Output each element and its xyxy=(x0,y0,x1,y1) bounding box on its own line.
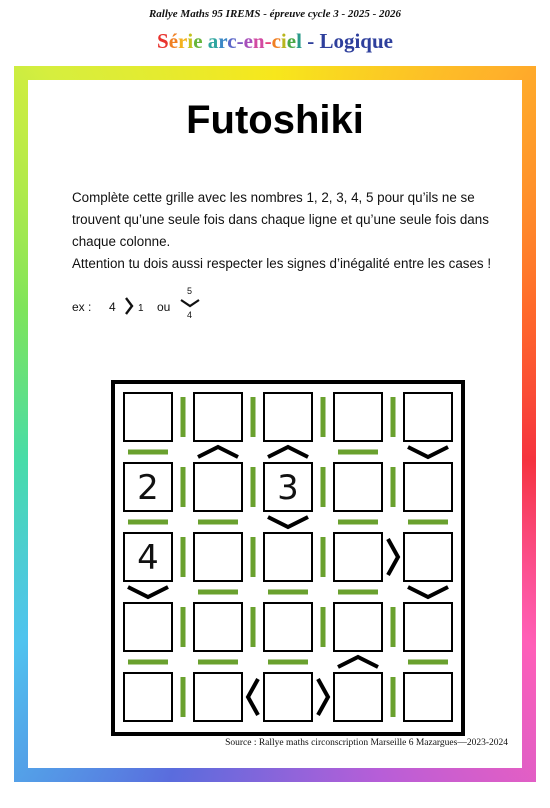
series-title-segment: c xyxy=(227,29,237,53)
example-right-number: 1 xyxy=(138,303,144,314)
neutral-separator xyxy=(338,590,378,595)
futoshiki-grid xyxy=(111,380,465,736)
less-than-icon xyxy=(248,679,258,715)
neutral-separator xyxy=(198,520,238,525)
grid-cell xyxy=(334,533,382,581)
grid-cell xyxy=(124,603,172,651)
series-title-segment: l xyxy=(296,29,302,53)
given-number: 2 xyxy=(137,468,159,508)
given-number: 4 xyxy=(137,538,159,578)
greater-than-vertical-icon xyxy=(268,517,308,527)
source-credit: Source : Rallye maths circonscription Marseille 6 Mazargues—2023-2024 xyxy=(225,738,508,748)
series-title-segment: i xyxy=(187,29,194,53)
neutral-separator xyxy=(321,397,326,437)
series-title-segment: n xyxy=(252,29,265,53)
neutral-separator xyxy=(251,397,256,437)
neutral-separator xyxy=(128,520,168,525)
grid-cell xyxy=(404,533,452,581)
worksheet-page xyxy=(28,80,522,768)
example xyxy=(72,286,272,330)
grid-cell xyxy=(264,673,312,721)
grid-cell xyxy=(264,603,312,651)
grid-cell xyxy=(194,603,242,651)
neutral-separator xyxy=(128,660,168,665)
greater-than-vertical-icon xyxy=(408,447,448,457)
series-title-segment: é xyxy=(168,29,179,53)
neutral-separator xyxy=(321,467,326,507)
neutral-separator xyxy=(391,397,396,437)
neutral-separator xyxy=(251,607,256,647)
series-title-segment: - xyxy=(236,29,244,53)
greater-than-vertical-icon xyxy=(408,587,448,597)
neutral-separator xyxy=(198,590,238,595)
instruction-line-1: Complète cette grille avec les nombres 1, 2, 3, 4, 5 pour qu’ils ne se xyxy=(72,190,475,205)
greater-than-vertical-icon xyxy=(128,587,168,597)
page-title: Futoshiki xyxy=(186,98,364,142)
series-title-segment: c xyxy=(271,29,281,53)
neutral-separator xyxy=(181,467,186,507)
rainbow-frame xyxy=(14,66,536,782)
series-title-segment: e xyxy=(243,29,253,53)
grid-cell xyxy=(334,463,382,511)
series-title-segment: - xyxy=(301,29,320,53)
grid-cell xyxy=(404,603,452,651)
grid-cell xyxy=(334,603,382,651)
grid-cell xyxy=(334,673,382,721)
grid-cell xyxy=(334,393,382,441)
grid-cell xyxy=(124,393,172,441)
rallye-header: Rallye Maths 95 IREMS - épreuve cycle 3 - 2025 - 2026 xyxy=(148,8,402,20)
neutral-separator xyxy=(128,450,168,455)
neutral-separator xyxy=(251,537,256,577)
series-title-segment: - xyxy=(264,29,272,53)
neutral-separator xyxy=(268,660,308,665)
neutral-separator xyxy=(391,677,396,717)
series-title-segment: a xyxy=(207,29,219,53)
series-title-segment: r xyxy=(178,29,188,53)
neutral-separator xyxy=(338,450,378,455)
instruction-line-4: Attention tu dois aussi respecter les signes d’inégalité entre les cases ! xyxy=(72,256,492,271)
grid-cell xyxy=(264,393,312,441)
neutral-separator xyxy=(268,590,308,595)
series-title-segment: r xyxy=(218,29,228,53)
grid-cell xyxy=(404,463,452,511)
series-title xyxy=(0,29,550,54)
series-title-segment: e xyxy=(286,29,297,53)
grid-cell xyxy=(264,533,312,581)
greater-than-vertical-icon xyxy=(179,298,201,308)
example-left-number: 4 xyxy=(109,300,116,314)
grid-cell xyxy=(404,673,452,721)
neutral-separator xyxy=(338,520,378,525)
neutral-separator xyxy=(181,607,186,647)
series-title-segment: i xyxy=(280,29,287,53)
less-than-vertical-icon xyxy=(338,657,378,667)
example-or: ou xyxy=(157,300,171,314)
greater-than-icon xyxy=(318,679,328,715)
grid-cell xyxy=(194,463,242,511)
example-label: ex : xyxy=(72,300,92,314)
grid-cell xyxy=(194,393,242,441)
neutral-separator xyxy=(408,520,448,525)
example-bottom-number: 4 xyxy=(187,310,193,320)
neutral-separator xyxy=(181,397,186,437)
less-than-vertical-icon xyxy=(198,447,238,457)
neutral-separator xyxy=(321,537,326,577)
less-than-vertical-icon xyxy=(268,447,308,457)
neutral-separator xyxy=(251,467,256,507)
grid-cell xyxy=(194,673,242,721)
grid-cell xyxy=(194,533,242,581)
greater-than-icon xyxy=(124,296,134,316)
series-title-segment: S xyxy=(157,29,169,53)
grid-cell xyxy=(404,393,452,441)
series-title-segment: e xyxy=(193,29,203,53)
neutral-separator xyxy=(408,660,448,665)
neutral-separator xyxy=(181,677,186,717)
neutral-separator xyxy=(198,660,238,665)
neutral-separator xyxy=(181,537,186,577)
greater-than-icon xyxy=(388,539,398,575)
given-number: 3 xyxy=(277,468,299,508)
neutral-separator xyxy=(391,607,396,647)
instruction-line-3: chaque colonne. xyxy=(72,234,171,249)
example-top-number: 5 xyxy=(187,286,193,296)
grid-cell xyxy=(124,673,172,721)
neutral-separator xyxy=(321,607,326,647)
neutral-separator xyxy=(391,467,396,507)
series-title-segment: Logique xyxy=(319,29,393,53)
instruction-line-2: trouvent qu’une seule fois dans chaque ligne et qu’une seule fois dans xyxy=(72,212,489,227)
